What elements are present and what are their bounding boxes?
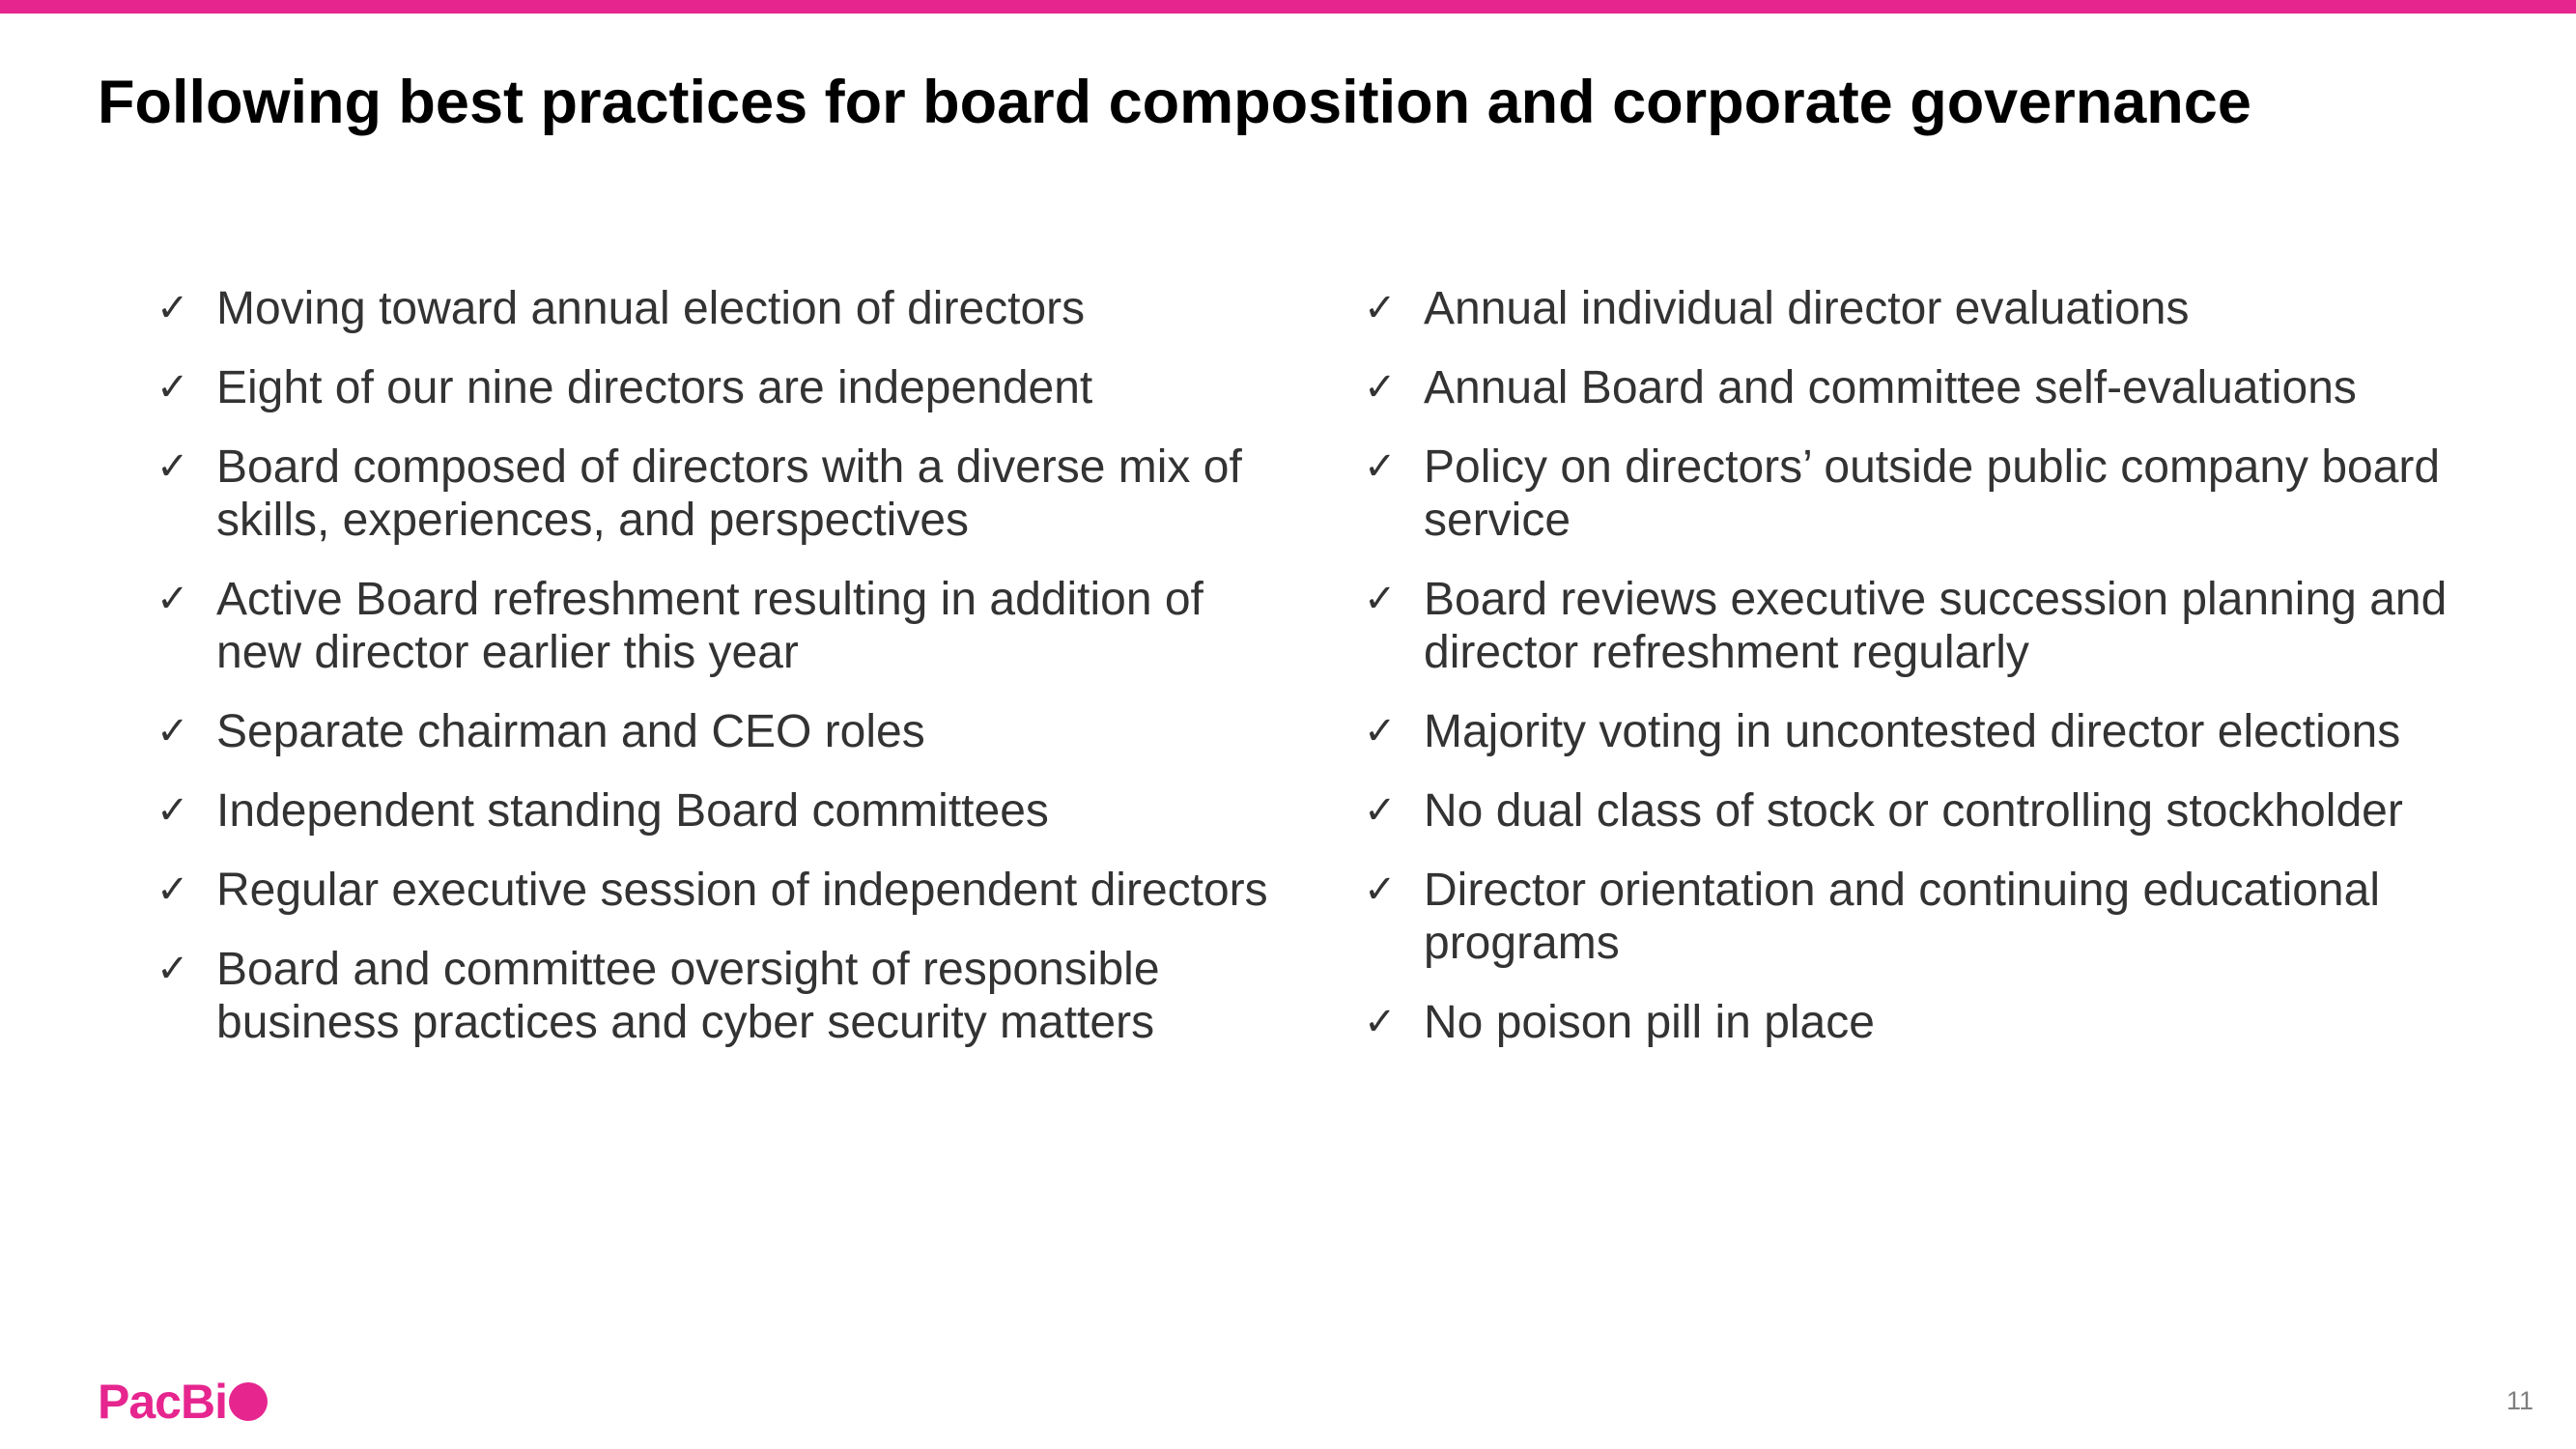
logo-wordmark: PacBi bbox=[98, 1375, 227, 1429]
checkmark-icon: ✓ bbox=[156, 709, 189, 753]
checkmark-icon: ✓ bbox=[156, 788, 189, 833]
practice-text: Eight of our nine directors are independent bbox=[216, 362, 1093, 413]
checkmark-icon: ✓ bbox=[1364, 286, 1397, 330]
practice-list-item bbox=[156, 943, 1296, 1049]
checkmark-icon: ✓ bbox=[156, 867, 189, 912]
practice-list-item bbox=[1364, 996, 2523, 1049]
practice-list-item bbox=[1364, 705, 2523, 758]
practice-list-item bbox=[1364, 573, 2523, 679]
right-practices-list bbox=[1364, 282, 2523, 1075]
left-practices-list bbox=[156, 282, 1296, 1075]
practice-list-item bbox=[1364, 440, 2523, 547]
practice-text: Board and committee oversight of responsible business practices and cyber security matters bbox=[216, 944, 1160, 1048]
practice-list-item bbox=[156, 282, 1296, 335]
practice-list-item bbox=[1364, 864, 2523, 970]
practice-text: Separate chairman and CEO roles bbox=[216, 706, 925, 757]
checkmark-icon: ✓ bbox=[156, 947, 189, 991]
practice-list-item bbox=[156, 440, 1296, 547]
checkmark-icon: ✓ bbox=[156, 444, 189, 489]
practice-list-item bbox=[1364, 784, 2523, 838]
practice-text: Regular executive session of independent directors bbox=[216, 865, 1268, 916]
logo-dot-icon bbox=[229, 1382, 268, 1421]
checkmark-icon: ✓ bbox=[1364, 1000, 1397, 1044]
practice-list-item bbox=[1364, 361, 2523, 414]
practice-text: Independent standing Board committees bbox=[216, 785, 1049, 837]
practice-text: Board reviews executive succession planning and director refreshment regularly bbox=[1424, 574, 2448, 678]
checkmark-icon: ✓ bbox=[1364, 867, 1397, 912]
practice-text: Director orientation and continuing educational programs bbox=[1424, 865, 2380, 969]
checkmark-icon: ✓ bbox=[1364, 365, 1397, 410]
top-accent-bar bbox=[0, 0, 2576, 14]
checkmark-icon: ✓ bbox=[1364, 577, 1397, 621]
checkmark-icon: ✓ bbox=[1364, 709, 1397, 753]
practice-list-item bbox=[1364, 282, 2523, 335]
checkmark-icon: ✓ bbox=[1364, 444, 1397, 489]
practice-text: Majority voting in uncontested director elections bbox=[1424, 706, 2401, 757]
practice-list-item bbox=[156, 573, 1296, 679]
checkmark-icon: ✓ bbox=[1364, 788, 1397, 833]
practice-list-item bbox=[156, 864, 1296, 917]
checkmark-icon: ✓ bbox=[156, 577, 189, 621]
practice-text: No poison pill in place bbox=[1424, 997, 1875, 1048]
practice-list-item bbox=[156, 705, 1296, 758]
practice-text: No dual class of stock or controlling stockholder bbox=[1424, 785, 2403, 837]
checkmark-icon: ✓ bbox=[156, 365, 189, 410]
practice-list-item bbox=[156, 784, 1296, 838]
practice-text: Moving toward annual election of directors bbox=[216, 283, 1086, 334]
practice-text: Annual Board and committee self-evaluations bbox=[1424, 362, 2357, 413]
practice-list-item bbox=[156, 361, 1296, 414]
slide-title: Following best practices for board composition and corporate governance bbox=[98, 69, 2251, 136]
practice-text: Board composed of directors with a diverse mix of skills, experiences, and perspectives bbox=[216, 441, 1242, 546]
practice-text: Annual individual director evaluations bbox=[1424, 283, 2190, 334]
practice-text: Policy on directors’ outside public company board service bbox=[1424, 441, 2441, 546]
page-number: 11 bbox=[2505, 1386, 2534, 1415]
checkmark-icon: ✓ bbox=[156, 286, 189, 330]
practice-text: Active Board refreshment resulting in addition of new director earlier this year bbox=[216, 574, 1203, 678]
pacbio-logo bbox=[98, 1375, 268, 1429]
